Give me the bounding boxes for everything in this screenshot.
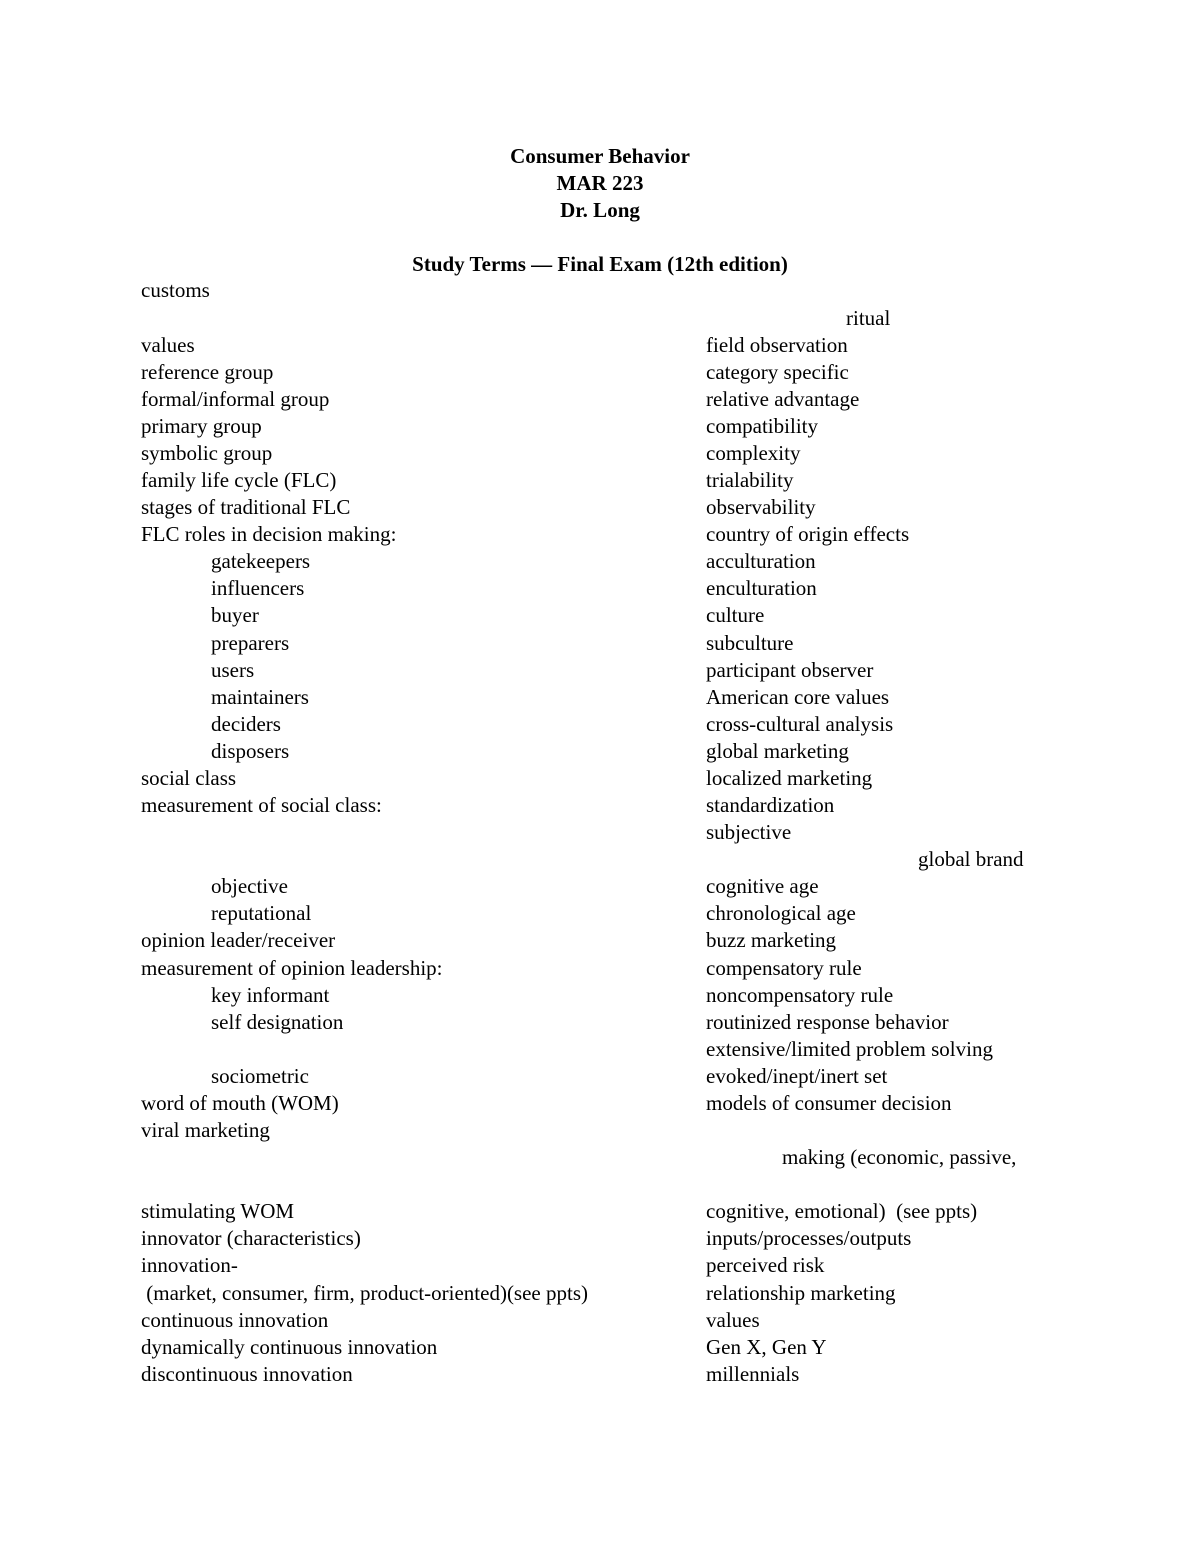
term: users xyxy=(211,658,255,682)
term: relative advantage xyxy=(706,387,860,411)
term: preparers xyxy=(211,631,290,655)
term: localized marketing xyxy=(706,766,873,790)
term: key informant xyxy=(211,983,330,1007)
term: ritual xyxy=(846,306,891,330)
term: continuous innovation xyxy=(141,1308,329,1332)
course-code: MAR 223 xyxy=(556,171,644,195)
term: values xyxy=(706,1308,760,1332)
term: country of origin effects xyxy=(706,522,910,546)
term: word of mouth (WOM) xyxy=(141,1091,339,1115)
term: (market, consumer, firm, product-oriented)(see ppts) xyxy=(141,1281,588,1305)
term: sociometric xyxy=(211,1064,309,1088)
course-title: Consumer Behavior xyxy=(510,144,690,168)
term: cognitive age xyxy=(706,874,819,898)
term: standardization xyxy=(706,793,835,817)
term: making (economic, passive, xyxy=(782,1145,1017,1169)
term: buzz marketing xyxy=(706,928,837,952)
term: objective xyxy=(211,874,288,898)
term: innovation- xyxy=(141,1253,238,1277)
term: viral marketing xyxy=(141,1118,270,1142)
term: buyer xyxy=(211,603,259,627)
term: cross-cultural analysis xyxy=(706,712,894,736)
term: global brand xyxy=(918,847,1024,871)
term: measurement of opinion leadership: xyxy=(141,956,443,980)
term: disposers xyxy=(211,739,290,763)
term: American core values xyxy=(706,685,890,709)
term: field observation xyxy=(706,333,848,357)
term: relationship marketing xyxy=(706,1281,896,1305)
term: chronological age xyxy=(706,901,856,925)
term: models of consumer decision xyxy=(706,1091,952,1115)
term: FLC roles in decision making: xyxy=(141,522,397,546)
term: stimulating WOM xyxy=(141,1199,295,1223)
term: values xyxy=(141,333,195,357)
term: millennials xyxy=(706,1362,800,1386)
term: extensive/limited problem solving xyxy=(706,1037,993,1061)
term: discontinuous innovation xyxy=(141,1362,353,1386)
term: subculture xyxy=(706,631,794,655)
term: reference group xyxy=(141,360,274,384)
term: customs xyxy=(141,278,210,302)
term: trialability xyxy=(706,468,794,492)
term: reputational xyxy=(211,901,312,925)
term: noncompensatory rule xyxy=(706,983,894,1007)
term: self designation xyxy=(211,1010,344,1034)
term: global marketing xyxy=(706,739,849,763)
term: category specific xyxy=(706,360,849,384)
term: participant observer xyxy=(706,658,874,682)
term: perceived risk xyxy=(706,1253,825,1277)
term: opinion leader/receiver xyxy=(141,928,336,952)
term: subjective xyxy=(706,820,792,844)
term: dynamically continuous innovation xyxy=(141,1335,438,1359)
term: social class xyxy=(141,766,237,790)
term: influencers xyxy=(211,576,305,600)
term: culture xyxy=(706,603,765,627)
term: evoked/inept/inert set xyxy=(706,1064,888,1088)
term: inputs/processes/outputs xyxy=(706,1226,912,1250)
term: stages of traditional FLC xyxy=(141,495,351,519)
term: innovator (characteristics) xyxy=(141,1226,361,1250)
term: formal/informal group xyxy=(141,387,330,411)
course-heading xyxy=(0,143,1200,224)
term: enculturation xyxy=(706,576,817,600)
term: measurement of social class: xyxy=(141,793,382,817)
term: family life cycle (FLC) xyxy=(141,468,337,492)
term: gatekeepers xyxy=(211,549,311,573)
term: primary group xyxy=(141,414,262,438)
term: symbolic group xyxy=(141,441,273,465)
term: deciders xyxy=(211,712,281,736)
term: observability xyxy=(706,495,816,519)
term: complexity xyxy=(706,441,801,465)
term: maintainers xyxy=(211,685,309,709)
term: Gen X, Gen Y xyxy=(706,1335,827,1359)
term: cognitive, emotional) (see ppts) xyxy=(706,1199,978,1223)
study-terms-title: Study Terms — Final Exam (12th edition) xyxy=(412,252,788,276)
term: compatibility xyxy=(706,414,818,438)
term: routinized response behavior xyxy=(706,1010,949,1034)
instructor-name: Dr. Long xyxy=(560,198,640,222)
term: compensatory rule xyxy=(706,956,862,980)
term: acculturation xyxy=(706,549,816,573)
